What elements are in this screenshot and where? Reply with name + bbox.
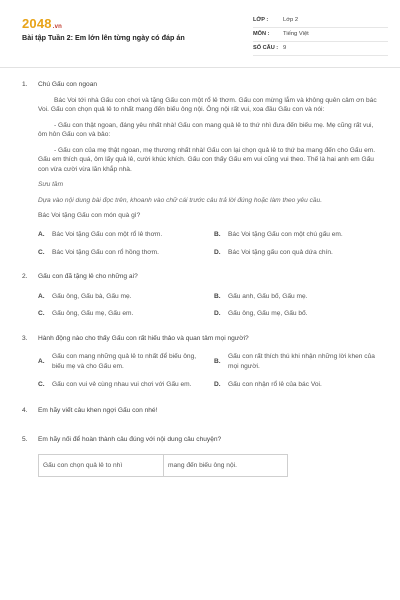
question-header	[22, 272, 382, 282]
meta-row-count	[253, 42, 388, 56]
question-title: Em hãy viết câu khen ngợi Gấu con nhé!	[38, 406, 158, 414]
question-1	[22, 80, 382, 257]
answer-block	[22, 292, 382, 319]
question-3	[22, 334, 382, 390]
question-header	[22, 334, 382, 344]
meta-row-grade	[253, 14, 388, 28]
meta-label: SỐ CÂU :	[253, 45, 279, 52]
worksheet-meta	[253, 14, 388, 56]
answer-option-a[interactable]: A. Bác Voi tặng Gấu con một rổ lê thơm.	[38, 231, 163, 239]
answer-option-b[interactable]: B. Bác Voi tặng Gấu con một chú gấu em.	[214, 231, 343, 239]
answer-option-d[interactable]: D. Gấu con nhận rổ lê của bác Voi.	[214, 381, 322, 389]
answer-options	[38, 230, 382, 257]
answer-option-b[interactable]: B. Gấu anh, Gấu bố, Gấu mẹ.	[214, 292, 308, 300]
reading-passage	[22, 96, 382, 258]
question-4	[22, 406, 382, 416]
answer-option-b[interactable]: B. Gấu con rất thích thú khi nhận những lời khen của mọi người.	[214, 353, 375, 370]
question-title: Chú Gấu con ngoan	[38, 81, 98, 88]
answer-options	[38, 352, 382, 390]
passage-paragraph: - Gấu con thật ngoan, đáng yêu nhất nhà! Gấu con mang quả lê to thứ nhì đưa đến biếu mẹ. Mẹ cũng rất vui, ôm hôn Gấu con và bảo:	[38, 121, 374, 139]
site-logo[interactable]: 2048.vn	[22, 16, 63, 31]
answer-option-c[interactable]: C. Gấu con vui vẻ cùng nhau vui chơi với Gấu em.	[38, 381, 192, 389]
sub-question: Bác Voi tặng Gấu con món quà gì?	[38, 212, 141, 220]
worksheet-header	[0, 0, 400, 66]
match-right-cell[interactable]: mang đến biếu ông nội.	[164, 455, 288, 477]
passage-source: Sưu tầm	[38, 181, 64, 189]
answer-option-a[interactable]: A. Gấu con mang những quả lê to nhất để biếu ông, biếu mẹ và cho Gấu em.	[38, 353, 197, 370]
question-title: Hành động nào cho thấy Gấu con rất hiếu thảo và quan tâm mọi người?	[38, 334, 249, 342]
question-header	[22, 435, 382, 445]
worksheet-content	[22, 80, 382, 477]
question-header	[22, 80, 382, 90]
answer-option-a[interactable]: A. Gấu ông, Gấu bà, Gấu mẹ.	[38, 292, 132, 300]
question-header	[22, 406, 382, 416]
answer-option-d[interactable]: D. Gấu ông, Gấu mẹ, Gấu bố.	[214, 310, 308, 318]
header-divider	[0, 67, 400, 68]
answer-option-c[interactable]: C. Bác Voi tặng Gấu con rổ hồng thơm.	[38, 248, 159, 256]
meta-label: MÔN :	[253, 31, 270, 38]
question-number: 3.	[22, 334, 28, 342]
meta-row-subject	[253, 28, 388, 42]
table-row	[39, 455, 288, 477]
question-2	[22, 272, 382, 319]
worksheet-title: Bài tập Tuần 2: Em lớn lên từng ngày có đáp án	[22, 33, 185, 42]
question-number: 4.	[22, 406, 28, 414]
answer-block	[22, 352, 382, 390]
meta-value: Tiếng Việt	[283, 31, 309, 38]
answer-option-c[interactable]: C. Gấu ông, Gấu mẹ, Gấu em.	[38, 310, 134, 318]
passage-paragraph: Bác Voi tới nhà Gấu con chơi và tặng Gấu con một rổ lê thơm. Gấu con mừng lắm và không quên cảm ơn bác Voi. Gấu con chọn quả lê to nhất mang đến biếu ông nội. Ông nội rất vui, xoa đầu Gấu con và nói:	[38, 96, 377, 114]
answer-options	[38, 292, 382, 319]
question-number: 1.	[22, 81, 28, 88]
matching-table	[38, 454, 288, 477]
question-title: Gấu con đã tặng lê cho những ai?	[38, 273, 138, 281]
instruction-text: Dựa vào nội dung bài đọc trên, khoanh vào chữ cái trước câu trả lời đúng hoặc làm theo yêu cầu.	[38, 196, 323, 204]
question-number: 5.	[22, 436, 28, 444]
match-left-cell[interactable]: Gấu con chọn quả lê to nhì	[39, 455, 164, 477]
meta-label: LỚP :	[253, 17, 269, 24]
passage-paragraph: - Gấu con của mẹ thật ngoan, mẹ thương nhất nhà! Gấu con lại chọn quả lê to thứ ba mang đến cho Gấu em. Gấu em thích quá, ôm lấy quả lê, cười khúc khích. Gấu con thấy Gấu em vui cũng vui theo. Thế là hai anh em Gấu con vừa cười vừa lăn khắp nhà.	[38, 146, 376, 173]
question-5	[22, 435, 382, 477]
question-number: 2.	[22, 273, 28, 281]
question-title: Em hãy nối để hoàn thành câu đúng với nội dung câu chuyện?	[38, 436, 222, 444]
matching-block	[22, 454, 382, 477]
meta-value: Lớp 2	[283, 17, 299, 24]
answer-option-d[interactable]: D. Bác Voi tặng gấu con quả dứa chín.	[214, 248, 333, 256]
meta-value: 9	[283, 45, 287, 52]
